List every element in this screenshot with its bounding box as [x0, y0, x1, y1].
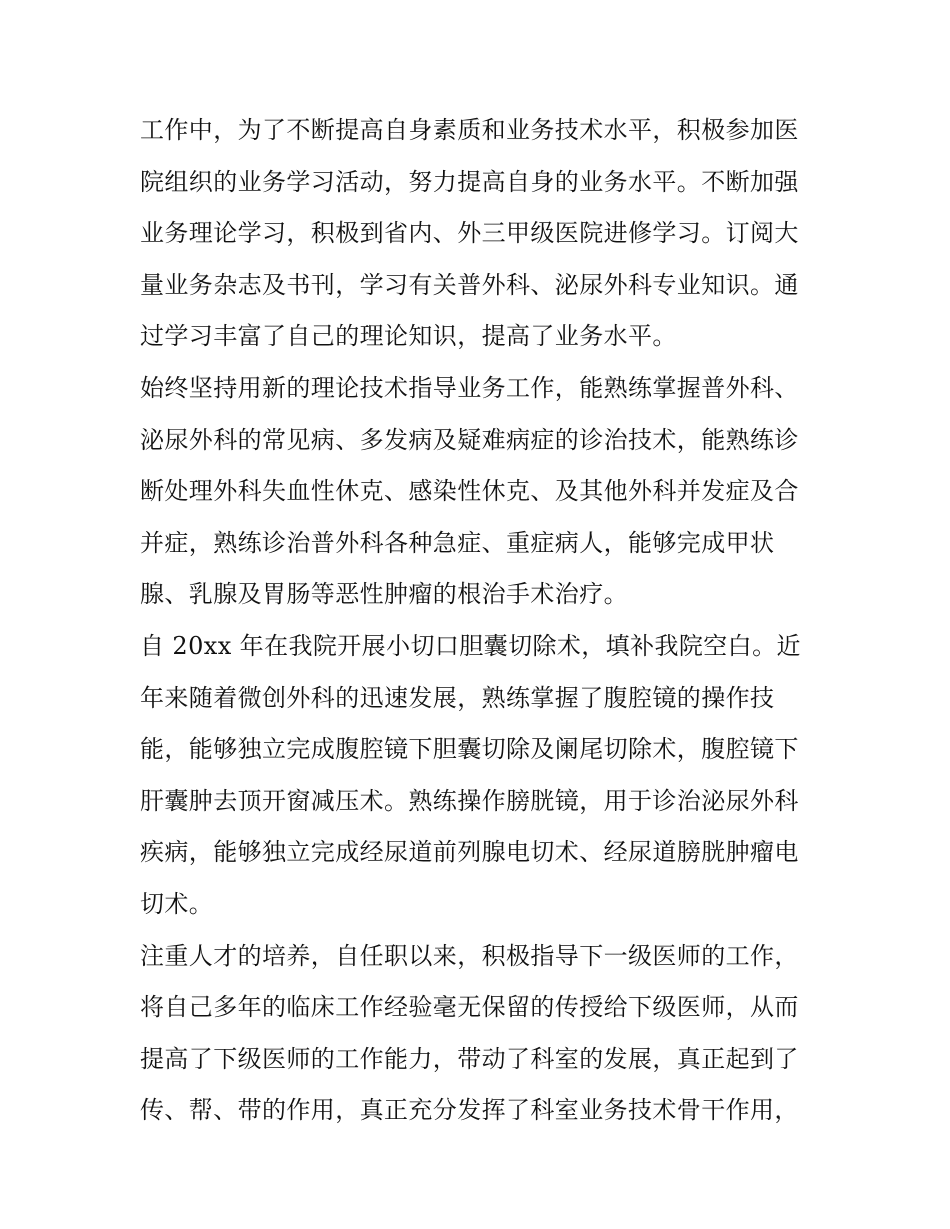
text-line: 业务理论学习，积极到省内、外三甲级医院进修学习。订阅大	[140, 219, 799, 248]
text-line: 断处理外科失血性休克、感染性休克、及其他外科并发症及合	[140, 477, 799, 506]
text-line: 切术。	[140, 889, 214, 918]
paragraph-1	[140, 105, 815, 363]
text-line: 疾病，能够独立完成经尿道前列腺电切术、经尿道膀胱肿瘤电	[140, 838, 799, 867]
text-line: 提高了下级医师的工作能力，带动了科室的发展，真正起到了	[140, 1044, 799, 1073]
paragraph-2	[140, 363, 815, 621]
text-line: 始终坚持用新的理论技术指导业务工作，能熟练掌握普外科、	[140, 373, 799, 402]
text-line: 并症，熟练诊治普外科各种急症、重症病人，能够完成甲状	[140, 528, 775, 557]
text-line: 腺、乳腺及胃肠等恶性肿瘤的根治手术治疗。	[140, 580, 628, 609]
document-body	[140, 105, 815, 1137]
text-line: 泌尿外科的常见病、多发病及疑难病症的诊治技术，能熟练诊	[140, 425, 799, 454]
text-line: 自 20xx 年在我院开展小切口胆囊切除术，填补我院空白。近	[140, 631, 801, 660]
paragraph-3	[140, 621, 815, 931]
text-line: 肝囊肿去顶开窗减压术。熟练操作膀胱镜，用于诊治泌尿外科	[140, 786, 799, 815]
text-line: 年来随着微创外科的迅速发展，熟练掌握了腹腔镜的操作技	[140, 683, 775, 712]
text-line: 院组织的业务学习活动，努力提高自身的业务水平。不断加强	[140, 167, 799, 196]
text-line: 注重人才的培养，自任职以来，积极指导下一级医师的工作，	[140, 941, 799, 970]
paragraph-4	[140, 931, 815, 1137]
text-line: 工作中，为了不断提高自身素质和业务技术水平，积极参加医	[140, 116, 799, 144]
text-line: 量业务杂志及书刊，学习有关普外科、泌尿外科专业知识。通	[140, 270, 799, 299]
text-line: 将自己多年的临床工作经验毫无保留的传授给下级医师，从而	[140, 993, 799, 1022]
text-line: 过学习丰富了自己的理论知识，提高了业务水平。	[140, 322, 677, 351]
text-line: 能，能够独立完成腹腔镜下胆囊切除及阑尾切除术，腹腔镜下	[140, 735, 799, 764]
text-line: 传、帮、带的作用，真正充分发挥了科室业务技术骨干作用，	[140, 1096, 799, 1125]
